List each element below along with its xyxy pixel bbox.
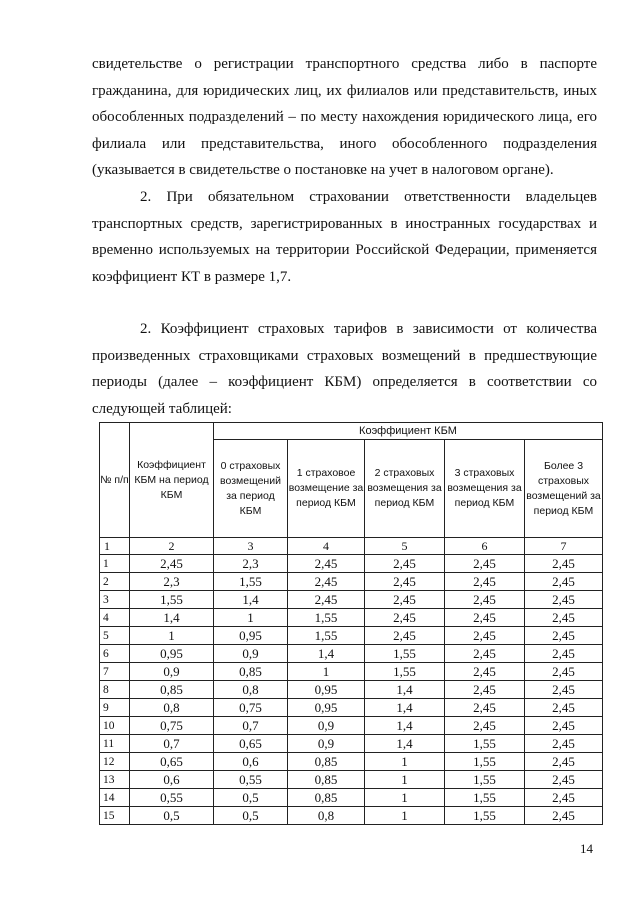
kbm-value-cell: 0,8 xyxy=(214,681,288,699)
kbm-value-cell: 1,4 xyxy=(365,681,445,699)
column-number: 7 xyxy=(525,538,603,555)
kbm-value-cell: 1 xyxy=(365,789,445,807)
column-number: 2 xyxy=(130,538,214,555)
kbm-value-cell: 0,7 xyxy=(214,717,288,735)
kbm-value-cell: 2,45 xyxy=(445,627,525,645)
header-1-claim: 1 страховое возмещение за период КБМ xyxy=(288,440,365,538)
kbm-value-cell: 0,95 xyxy=(288,681,365,699)
kbm-value-cell: 2,45 xyxy=(445,663,525,681)
column-number: 5 xyxy=(365,538,445,555)
kbm-value-cell: 1,55 xyxy=(445,789,525,807)
kbm-value-cell: 0,55 xyxy=(130,789,214,807)
table-row xyxy=(100,591,603,609)
kbm-value-cell: 0,7 xyxy=(130,735,214,753)
kbm-value-cell: 1,4 xyxy=(214,591,288,609)
kbm-value-cell: 2,3 xyxy=(214,555,288,573)
kbm-value-cell: 0,75 xyxy=(214,699,288,717)
table-row xyxy=(100,753,603,771)
kbm-value-cell: 2,45 xyxy=(445,555,525,573)
page-number: 14 xyxy=(580,841,593,856)
column-number: 3 xyxy=(214,538,288,555)
kbm-value-cell: 2,45 xyxy=(525,735,603,753)
kbm-value-cell: 2,45 xyxy=(525,609,603,627)
paragraph-kbm-intro xyxy=(92,316,597,422)
kbm-value-cell: 2,45 xyxy=(525,573,603,591)
header-2-claims: 2 страховых возмещения за период КБМ xyxy=(365,440,445,538)
kbm-value-cell: 0,85 xyxy=(288,771,365,789)
kbm-value-cell: 2,45 xyxy=(365,555,445,573)
kbm-value-cell: 1,4 xyxy=(130,609,214,627)
kbm-value-cell: 2,3 xyxy=(130,573,214,591)
kbm-value-cell: 0,8 xyxy=(130,699,214,717)
row-number-cell: 7 xyxy=(100,663,130,681)
paragraph-kbm-text: 2. Коэффициент страховых тарифов в зависимости от количества произведенных страховщиками страховых возмещений в предшествующие периоды (далее – коэффициент КБМ) определяется в соответствии со следующей таблицей: xyxy=(92,321,597,417)
kbm-value-cell: 0,8 xyxy=(288,807,365,825)
header-0-claims: 0 страховых возмещений за период КБМ xyxy=(214,440,288,538)
kbm-value-cell: 2,45 xyxy=(525,627,603,645)
kbm-value-cell: 1,55 xyxy=(445,735,525,753)
kbm-value-cell: 0,85 xyxy=(288,789,365,807)
column-number: 4 xyxy=(288,538,365,555)
table-row xyxy=(100,573,603,591)
row-number-cell: 12 xyxy=(100,753,130,771)
kbm-value-cell: 1,55 xyxy=(288,627,365,645)
kbm-value-cell: 0,5 xyxy=(214,807,288,825)
row-number-cell: 13 xyxy=(100,771,130,789)
row-number-cell: 9 xyxy=(100,699,130,717)
kbm-value-cell: 0,55 xyxy=(214,771,288,789)
kbm-value-cell: 1,55 xyxy=(130,591,214,609)
kbm-value-cell: 1,55 xyxy=(365,645,445,663)
kbm-value-cell: 0,9 xyxy=(214,645,288,663)
kbm-value-cell: 1,55 xyxy=(288,609,365,627)
table-row xyxy=(100,609,603,627)
kbm-value-cell: 2,45 xyxy=(445,645,525,663)
kbm-value-cell: 0,5 xyxy=(214,789,288,807)
table-row xyxy=(100,807,603,825)
kbm-value-cell: 1,4 xyxy=(365,717,445,735)
kbm-value-cell: 2,45 xyxy=(525,789,603,807)
table-row xyxy=(100,789,603,807)
row-number-cell: 5 xyxy=(100,627,130,645)
kbm-value-cell: 2,45 xyxy=(525,555,603,573)
header-number: № п/п xyxy=(100,423,130,538)
paragraph-kt-coefficient xyxy=(92,184,597,290)
kbm-value-cell: 0,85 xyxy=(130,681,214,699)
kbm-value-cell: 2,45 xyxy=(525,771,603,789)
kbm-value-cell: 0,95 xyxy=(214,627,288,645)
kbm-value-cell: 0,75 xyxy=(130,717,214,735)
kbm-value-cell: 1,55 xyxy=(365,663,445,681)
kbm-value-cell: 1,55 xyxy=(445,753,525,771)
kbm-value-cell: 1 xyxy=(365,771,445,789)
kbm-value-cell: 0,9 xyxy=(130,663,214,681)
row-number-cell: 4 xyxy=(100,609,130,627)
kbm-value-cell: 2,45 xyxy=(288,555,365,573)
kbm-value-cell: 1 xyxy=(288,663,365,681)
row-number-cell: 8 xyxy=(100,681,130,699)
table-row xyxy=(100,627,603,645)
kbm-value-cell: 0,85 xyxy=(214,663,288,681)
kbm-value-cell: 1,4 xyxy=(365,699,445,717)
header-3-claims: 3 страховых возмещения за период КБМ xyxy=(445,440,525,538)
kbm-table-body xyxy=(100,538,603,825)
kbm-value-cell: 1 xyxy=(365,753,445,771)
kbm-value-cell: 0,85 xyxy=(288,753,365,771)
kbm-value-cell: 2,45 xyxy=(365,573,445,591)
kbm-value-cell: 2,45 xyxy=(288,591,365,609)
kbm-value-cell: 2,45 xyxy=(130,555,214,573)
column-number: 6 xyxy=(445,538,525,555)
kbm-value-cell: 0,6 xyxy=(214,753,288,771)
header-kbm-period: Коэффициент КБМ на период КБМ xyxy=(130,423,214,538)
kbm-value-cell: 2,45 xyxy=(525,591,603,609)
kbm-value-cell: 2,45 xyxy=(365,627,445,645)
kbm-value-cell: 0,65 xyxy=(130,753,214,771)
kbm-value-cell: 2,45 xyxy=(445,591,525,609)
kbm-value-cell: 1 xyxy=(214,609,288,627)
header-kbm-group: Коэффициент КБМ xyxy=(214,423,603,440)
kbm-value-cell: 0,65 xyxy=(214,735,288,753)
kbm-value-cell: 2,45 xyxy=(445,699,525,717)
kbm-value-cell: 2,45 xyxy=(365,591,445,609)
table-row xyxy=(100,555,603,573)
kbm-value-cell: 1 xyxy=(365,807,445,825)
kbm-value-cell: 1,55 xyxy=(445,771,525,789)
row-number-cell: 15 xyxy=(100,807,130,825)
kbm-value-cell: 0,95 xyxy=(288,699,365,717)
table-row xyxy=(100,681,603,699)
kbm-value-cell: 0,9 xyxy=(288,735,365,753)
column-number: 1 xyxy=(100,538,130,555)
kbm-value-cell: 2,45 xyxy=(525,753,603,771)
column-number-row xyxy=(100,538,603,555)
kbm-value-cell: 0,5 xyxy=(130,807,214,825)
row-number-cell: 11 xyxy=(100,735,130,753)
kbm-value-cell: 2,45 xyxy=(525,699,603,717)
kbm-value-cell: 2,45 xyxy=(525,807,603,825)
kbm-value-cell: 2,45 xyxy=(525,645,603,663)
row-number-cell: 2 xyxy=(100,573,130,591)
kbm-value-cell: 0,9 xyxy=(288,717,365,735)
header-more3-claims: Более 3 страховых возмещений за период КБМ xyxy=(525,440,603,538)
table-row xyxy=(100,645,603,663)
table-row xyxy=(100,735,603,753)
kbm-value-cell: 0,6 xyxy=(130,771,214,789)
row-number-cell: 6 xyxy=(100,645,130,663)
kbm-value-cell: 1,55 xyxy=(445,807,525,825)
kbm-value-cell: 2,45 xyxy=(445,681,525,699)
kbm-value-cell: 2,45 xyxy=(525,663,603,681)
kbm-value-cell: 1,55 xyxy=(214,573,288,591)
row-number-cell: 3 xyxy=(100,591,130,609)
kbm-value-cell: 2,45 xyxy=(525,717,603,735)
row-number-cell: 1 xyxy=(100,555,130,573)
table-row xyxy=(100,699,603,717)
row-number-cell: 10 xyxy=(100,717,130,735)
kbm-value-cell: 2,45 xyxy=(365,609,445,627)
paragraph-kt-text: 2. При обязательном страховании ответственности владельцев транспортных средств, зарегистрированных в иностранных государствах и временно используемых на территории Российской Федерации, применяется коэффициент КТ в размере 1,7. xyxy=(92,189,597,285)
kbm-value-cell: 2,45 xyxy=(288,573,365,591)
kbm-value-cell: 2,45 xyxy=(445,717,525,735)
kbm-value-cell: 2,45 xyxy=(525,681,603,699)
table-row xyxy=(100,663,603,681)
row-number-cell: 14 xyxy=(100,789,130,807)
kbm-table xyxy=(99,422,603,825)
kbm-value-cell: 0,95 xyxy=(130,645,214,663)
table-row xyxy=(100,771,603,789)
kbm-value-cell: 1,4 xyxy=(288,645,365,663)
table-row xyxy=(100,717,603,735)
paragraph-registration: свидетельстве о регистрации транспортного средства либо в паспорте гражданина, для юридических лиц, их филиалов или представительств, иных обособленных подразделений – по месту нахождения юридического лица, его филиала или представительства, иного обособленного подразделения (указывается в свидетельстве о постановке на учет в налоговом органе). xyxy=(92,56,597,178)
kbm-value-cell: 1,4 xyxy=(365,735,445,753)
kbm-value-cell: 2,45 xyxy=(445,609,525,627)
kbm-value-cell: 1 xyxy=(130,627,214,645)
kbm-value-cell: 2,45 xyxy=(445,573,525,591)
